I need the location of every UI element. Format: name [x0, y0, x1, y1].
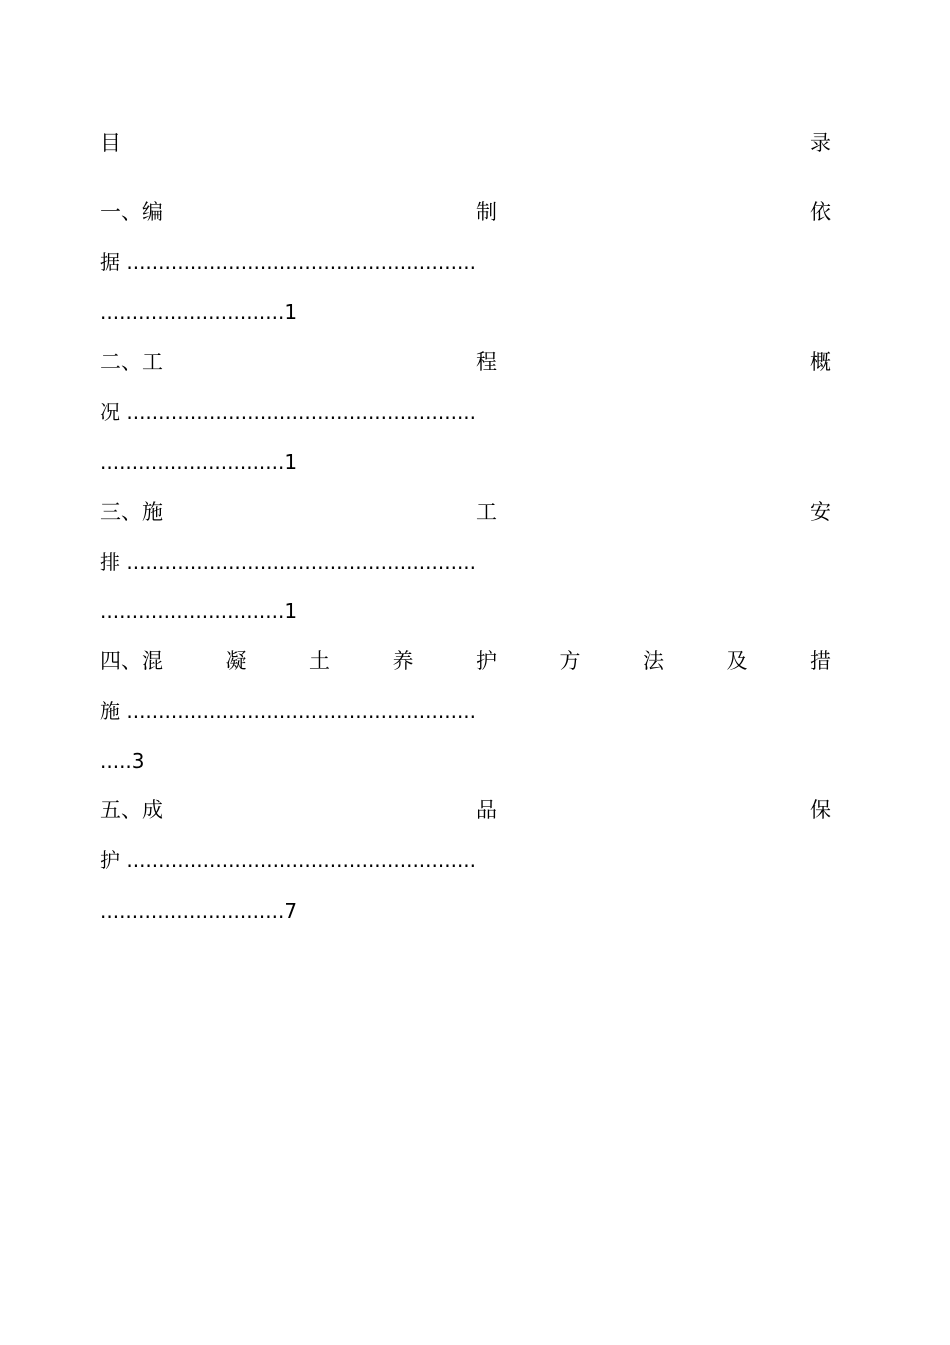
- heading-part: 土: [309, 649, 330, 673]
- toc-entry-5-page: .............................7: [100, 899, 298, 923]
- heading-part: 依: [810, 200, 831, 224]
- heading-part: 二、工: [100, 350, 163, 374]
- heading-part: 三、施: [100, 500, 163, 524]
- toc-entry-1-page: .............................1: [100, 300, 298, 324]
- heading-part: 五、成: [100, 798, 163, 822]
- heading-part: 凝: [225, 649, 247, 673]
- toc-entry-3-heading: [100, 497, 831, 527]
- toc-title-right: 录: [810, 131, 831, 155]
- heading-part: 法: [643, 649, 664, 673]
- heading-part: 护: [476, 649, 497, 673]
- toc-entry-2-continuation: 况 .......................................................: [100, 400, 477, 424]
- toc-entry-4-heading: [100, 646, 831, 676]
- heading-part: 四、混: [100, 649, 163, 673]
- heading-part: 工: [476, 500, 497, 524]
- heading-part: 概: [810, 350, 831, 374]
- toc-entry-3-continuation: 排 .......................................................: [100, 550, 477, 574]
- heading-part: 措: [810, 649, 831, 673]
- heading-part: 程: [476, 350, 497, 374]
- toc-entry-4-page: .....3: [100, 749, 145, 773]
- toc-entry-4-continuation: 施 .......................................................: [100, 699, 477, 723]
- toc-entry-5-heading: [100, 795, 831, 825]
- toc-entry-1-heading: [100, 197, 831, 227]
- toc-entry-3-page: .............................1: [100, 599, 298, 623]
- heading-part: 保: [810, 798, 831, 822]
- heading-part: 方: [559, 649, 581, 673]
- heading-part: 一、编: [100, 200, 163, 224]
- heading-part: 制: [476, 200, 497, 224]
- toc-entry-5-continuation: 护 .......................................................: [100, 848, 477, 872]
- toc-entry-2-page: .............................1: [100, 450, 298, 474]
- heading-part: 及: [726, 649, 748, 673]
- toc-entry-1-continuation: 据 .......................................................: [100, 250, 477, 274]
- heading-part: 品: [476, 798, 497, 822]
- toc-title-left: 目: [100, 131, 121, 155]
- toc-title: [100, 128, 831, 158]
- heading-part: 养: [392, 649, 414, 673]
- heading-part: 安: [810, 500, 831, 524]
- toc-entry-2-heading: [100, 347, 831, 377]
